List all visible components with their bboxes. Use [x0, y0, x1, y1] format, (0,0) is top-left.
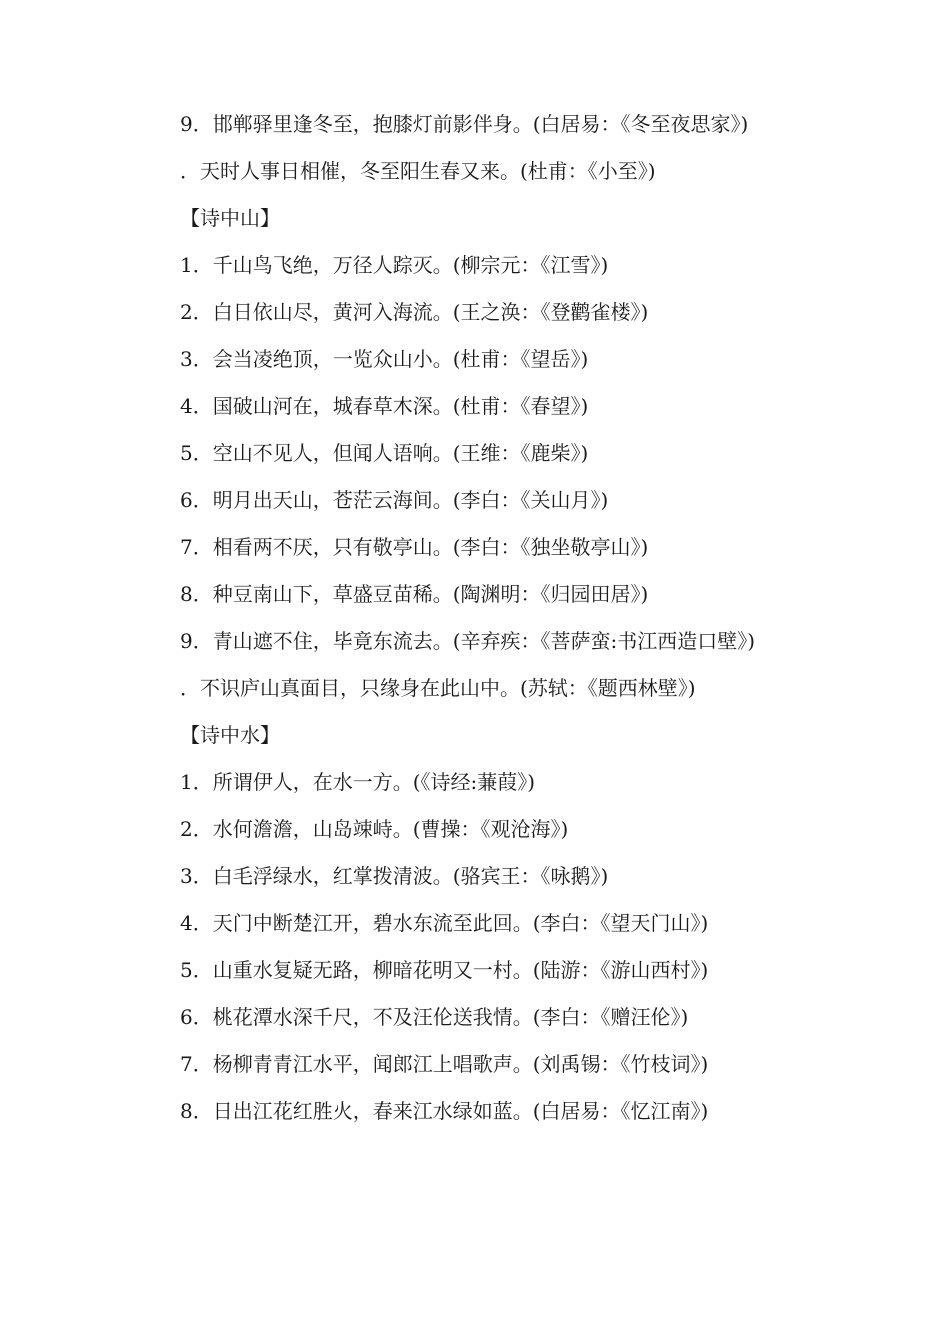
- poem-line: 6．桃花潭水深千尺，不及汪伦送我情。(李白：《赠汪伦》): [180, 1005, 689, 1029]
- poem-line: 7．杨柳青青江水平，闻郎江上唱歌声。(刘禹锡：《竹枝词》): [180, 1052, 709, 1076]
- section-heading-mountain: 【诗中山】: [180, 206, 280, 230]
- document-body: [144, 112, 784, 1146]
- poem-line: 4．天门中断楚江开，碧水东流至此回。(李白：《望天门山》): [180, 911, 709, 935]
- poem-line: 3．会当凌绝顶，一览众山小。(杜甫：《望岳》): [180, 347, 589, 371]
- poem-line: ．不识庐山真面目，只缘身在此山中。(苏轼：《题西林壁》): [180, 676, 696, 700]
- poem-line: ．天时人事日相催，冬至阳生春又来。(杜甫：《小至》): [180, 159, 656, 183]
- poem-line: 9．青山遮不住，毕竟东流去。(辛弃疾：《菩萨蛮:书江西造口壁》): [180, 629, 756, 653]
- poem-line: 6．明月出天山，苍茫云海间。(李白：《关山月》): [180, 488, 609, 512]
- mountain-poem-list: [144, 253, 784, 700]
- section-heading-water: 【诗中水】: [180, 723, 280, 747]
- poem-line: 5．空山不见人，但闻人语响。(王维：《鹿柴》): [180, 441, 589, 465]
- poem-line: 1．所谓伊人，在水一方。(《诗经:蒹葭》): [180, 770, 536, 794]
- poem-line: 8．日出江花红胜火，春来江水绿如蓝。(白居易：《忆江南》): [180, 1099, 709, 1123]
- poem-line: 9．邯郸驿里逢冬至，抱膝灯前影伴身。(白居易：《冬至夜思家》): [180, 112, 749, 136]
- poem-line: 2．水何澹澹，山岛竦峙。(曹操：《观沧海》): [180, 817, 569, 841]
- water-poem-list: [144, 770, 784, 1123]
- poem-line: 2．白日依山尽，黄河入海流。(王之涣：《登鹳雀楼》): [180, 300, 649, 324]
- poem-line: 3．白毛浮绿水，红掌拨清波。(骆宾王：《咏鹅》): [180, 864, 609, 888]
- poem-line: 5．山重水复疑无路，柳暗花明又一村。(陆游：《游山西村》): [180, 958, 709, 982]
- poem-line: 4．国破山河在，城春草木深。(杜甫：《春望》): [180, 394, 589, 418]
- poem-line: 8．种豆南山下，草盛豆苗稀。(陶渊明：《归园田居》): [180, 582, 649, 606]
- poem-line: 7．相看两不厌，只有敬亭山。(李白：《独坐敬亭山》): [180, 535, 649, 559]
- poem-line: 1．千山鸟飞绝，万径人踪灭。(柳宗元：《江雪》): [180, 253, 609, 277]
